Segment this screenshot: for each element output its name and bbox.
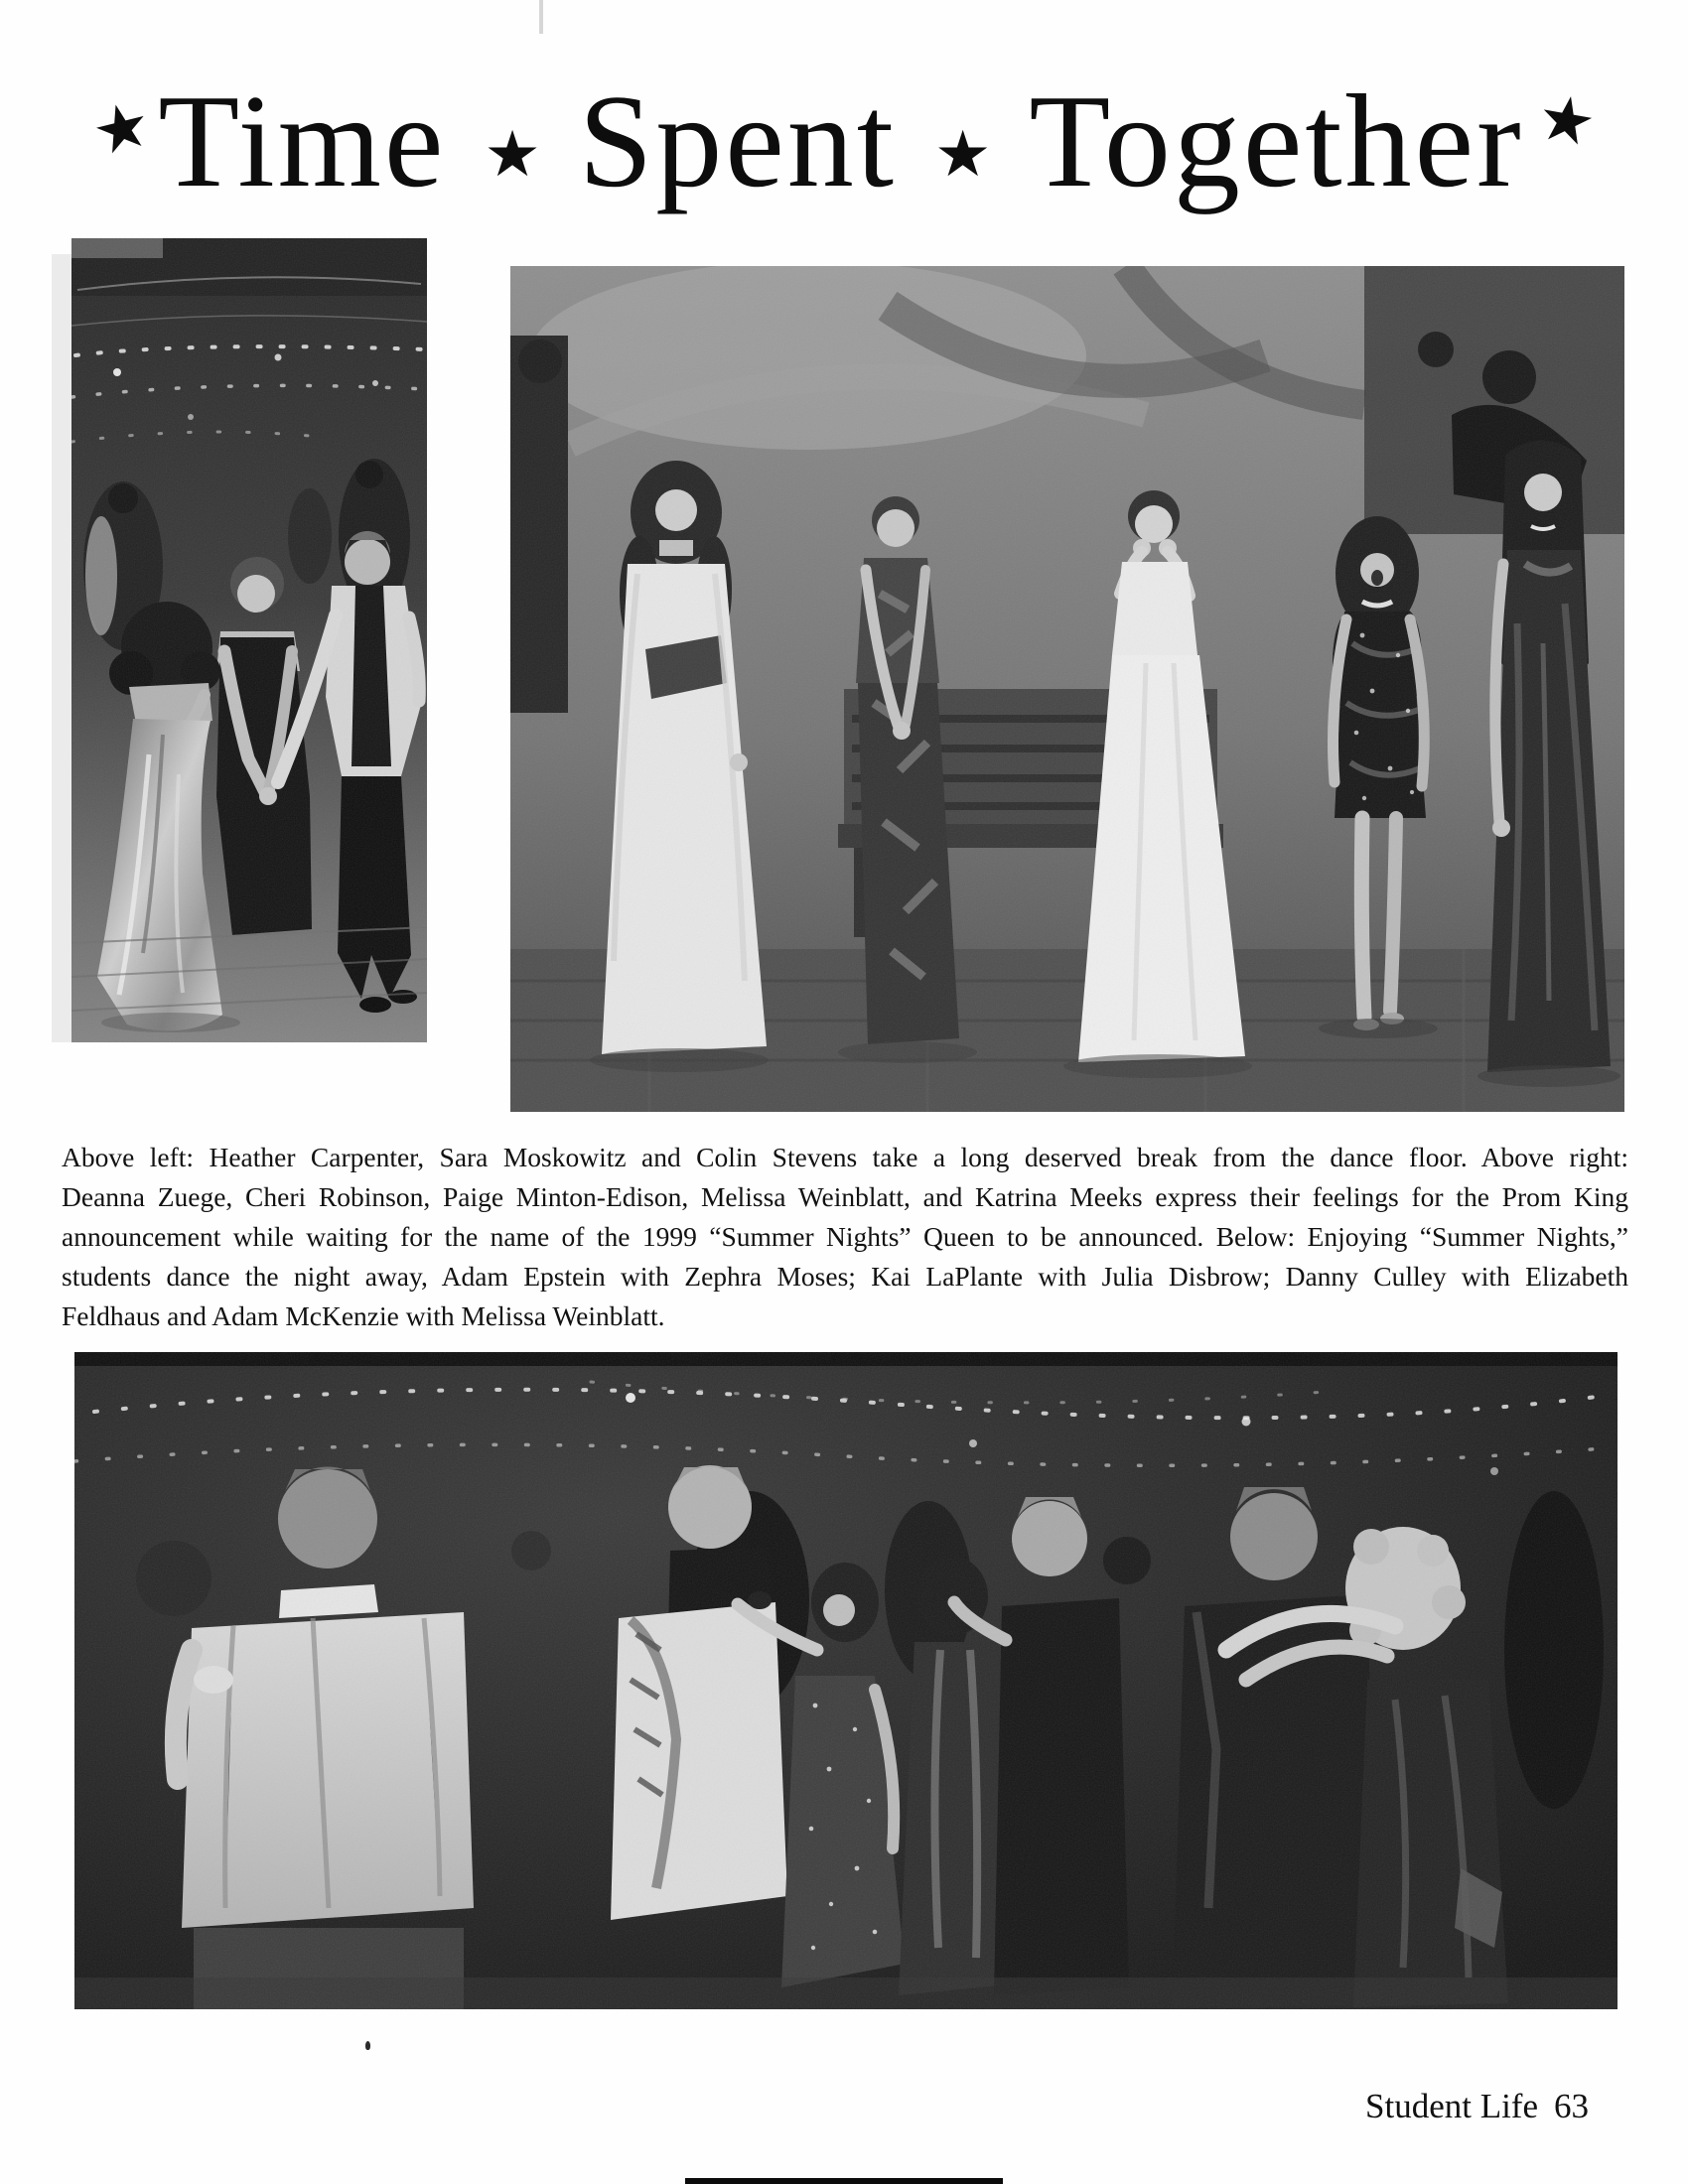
star-icon: ★	[934, 119, 992, 190]
title-word-together: Together	[1029, 68, 1524, 214]
scan-shadow-strip	[52, 254, 71, 1042]
photo-slow-dance	[74, 1352, 1618, 2009]
photo-queen-candidates	[510, 266, 1624, 1112]
caption-line: announcement while waiting for the name of the 1999 “Summer Nights” Queen to be announced. Below: Enjoying “Summer Nights,”	[62, 1221, 1628, 1252]
footer-page-number: 63	[1554, 2087, 1589, 2125]
title-word-time: Time	[158, 68, 447, 214]
photo-dance-floor-break	[71, 238, 427, 1042]
title-word-spent: Spent	[578, 68, 897, 214]
caption-line: Deanna Zuege, Cheri Robinson, Paige Minton-Edison, Melissa Weinblatt, and Katrina Meeks express their feelings for the Prom King	[62, 1181, 1628, 1212]
scan-speck	[365, 2041, 370, 2050]
star-icon: ★	[484, 119, 541, 190]
page-footer	[1365, 2087, 1589, 2126]
caption-line: Above left: Heather Carpenter, Sara Moskowitz and Colin Stevens take a long deserved break from the dance floor. Above right:	[62, 1142, 1628, 1172]
photo-captions	[62, 1138, 1628, 1336]
scan-artifact-bar	[685, 2178, 1003, 2184]
page-title	[0, 68, 1688, 214]
star-icon: ★	[1532, 80, 1601, 161]
footer-section-label: Student Life	[1365, 2087, 1538, 2125]
scan-artifact-tick	[539, 0, 543, 34]
caption-line: students dance the night away, Adam Epstein with Zephra Moses; Kai LaPlante with Julia Disbrow; Danny Culley with Elizabeth	[62, 1261, 1628, 1292]
star-icon: ★	[85, 87, 158, 170]
caption-line: Feldhaus and Adam McKenzie with Melissa Weinblatt.	[62, 1300, 665, 1331]
